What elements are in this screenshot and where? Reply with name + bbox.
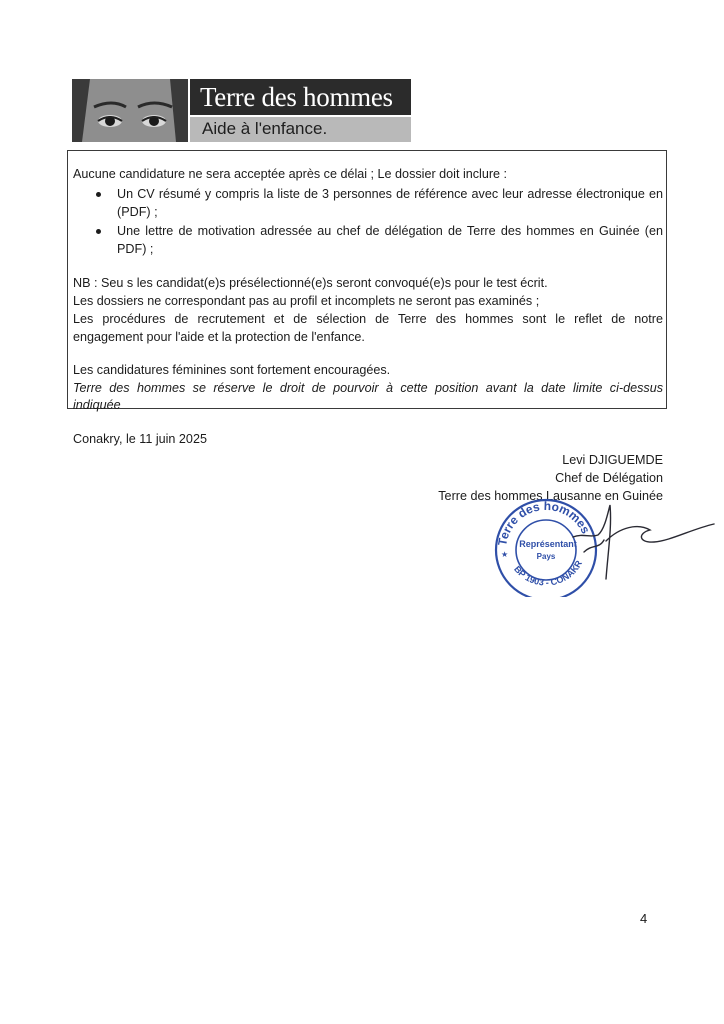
bullet-letter-line2: PDF) ;	[117, 242, 154, 256]
place-and-date: Conakry, le 11 juin 2025	[73, 432, 207, 446]
bullet-dot	[96, 192, 101, 197]
logo-tagline: Aide à l'enfance.	[202, 119, 328, 138]
feminine-applications-note: Les candidatures féminines sont fortement encouragées.	[73, 363, 391, 377]
child-eyes-image	[72, 79, 188, 142]
official-stamp-and-signature	[488, 497, 718, 597]
signatory-organization: Terre des hommes Lausanne en Guinée	[438, 489, 663, 503]
svg-text:★: ★	[501, 550, 509, 559]
svg-text:Terre des hommes: Terre des hommes	[495, 498, 593, 547]
procedures-line2: engagement pour l'aide et la protection de l'enfance.	[73, 330, 365, 344]
child-eyes-photo	[72, 79, 188, 142]
notice-intro: Aucune candidature ne sera acceptée après ce délai ; Le dossier doit inclure :	[73, 167, 508, 181]
bullet-letter-line1: Une lettre de motivation adressée au chef de délégation de Terre des hommes en Guinée (en	[117, 224, 663, 238]
tdh-logo-banner	[72, 79, 411, 142]
bullet-cv-line2: (PDF) ;	[117, 205, 158, 219]
incomplete-dossiers-note: Les dossiers ne correspondant pas au profil et incomplets ne seront pas examinés ;	[73, 294, 540, 308]
bullet-dot	[96, 229, 101, 234]
signatory-title: Chef de Délégation	[555, 471, 663, 485]
signatory-name: Levi DJIGUEMDE	[562, 453, 663, 467]
svg-text:Représentant: Représentant	[519, 539, 577, 549]
svg-text:Pays: Pays	[536, 552, 556, 561]
svg-text:BP 1903 - CONAKRY: BP 1903 - CONAKR	[512, 558, 584, 588]
stamp-seal-image	[488, 497, 718, 597]
reserve-right-line1: Terre des hommes se réserve le droit de pourvoir à cette position avant la date limite ci-dessus	[73, 381, 663, 395]
page-number: 4	[640, 911, 648, 926]
bullet-cv-line1: Un CV résumé y compris la liste de 3 personnes de référence avec leur adresse électronique en	[117, 187, 663, 201]
procedures-line1: Les procédures de recrutement et de sélection de Terre des hommes sont le reflet de notre	[73, 312, 663, 326]
reserve-right-line2: indiquée	[73, 398, 121, 412]
nb-note: NB : Seu s les candidat(e)s présélectionné(e)s seront convoqué(e)s pour le test écrit.	[73, 276, 548, 290]
logo-name: Terre des hommes	[200, 82, 393, 112]
